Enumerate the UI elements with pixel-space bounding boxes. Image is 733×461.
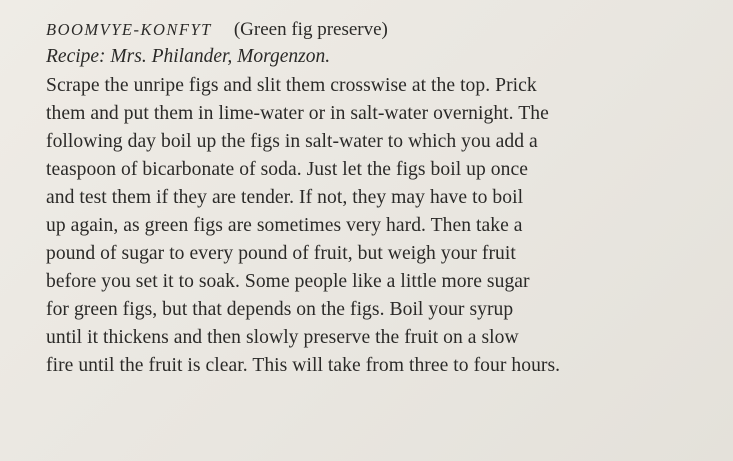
body-line: up again, as green figs are sometimes very hard. Then take a bbox=[46, 215, 523, 236]
body-line: fire until the fruit is clear. This will take from three to four hours. bbox=[46, 355, 561, 376]
body-line: Scrape the unripe figs and slit them crosswise at the top. Prick bbox=[46, 75, 537, 96]
body-line: and test them if they are tender. If not, they may have to boil bbox=[46, 187, 524, 208]
recipe-attribution: Recipe: Mrs. Philander, Morgenzon. bbox=[46, 46, 331, 67]
recipe-title: BOOMVYE-KONFYT bbox=[46, 20, 212, 39]
body-line: for green figs, but that depends on the figs. Boil your syrup bbox=[46, 299, 514, 320]
body-line: before you set it to soak. Some people like a little more sugar bbox=[46, 271, 530, 292]
recipe-title-line bbox=[46, 18, 706, 44]
body-line: them and put them in lime-water or in salt-water overnight. The bbox=[46, 103, 549, 124]
recipe-subtitle: (Green fig preserve) bbox=[233, 19, 388, 40]
body-line: until it thickens and then slowly preserve the fruit on a slow bbox=[46, 327, 519, 348]
body-line: following day boil up the figs in salt-water to which you add a bbox=[46, 131, 538, 152]
recipe-text-block bbox=[46, 18, 706, 380]
body-line: teaspoon of bicarbonate of soda. Just let the figs boil up once bbox=[46, 159, 528, 180]
body-line: pound of sugar to every pound of fruit, but weigh your fruit bbox=[46, 243, 516, 264]
